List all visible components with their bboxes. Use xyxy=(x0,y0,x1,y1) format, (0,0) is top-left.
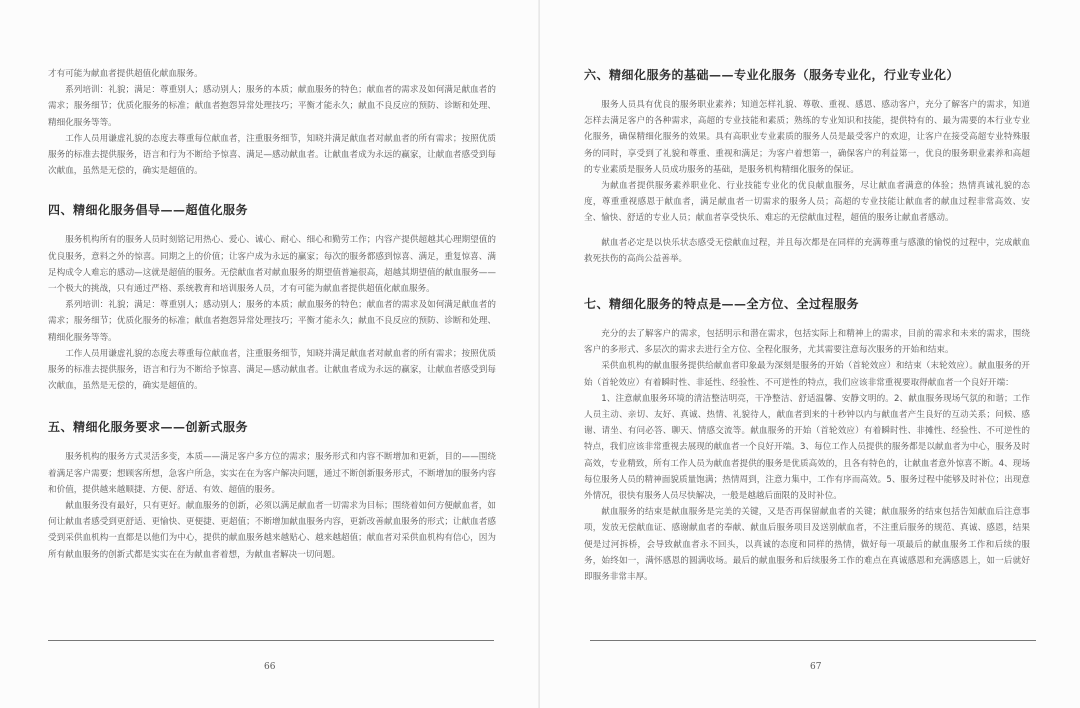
paragraph: 才有可能为献血者提供超值化献血服务。 xyxy=(48,69,203,79)
paragraph: 采供血机构的献血服务提供给献血者印象最为深刻是服务的开始（首轮效应）和结束（末轮效应）。献血服务的开始（首轮效应）有着瞬时性、非延性、经验性、不可逆性的特点，我们应该非常重视要取得献血者一个良好开端： xyxy=(584,361,1030,388)
paragraph: 工作人员用谦虚礼貌的态度去尊重每位献血者，注重服务细节，知晓并满足献血者对献血者的所有需求；按照优质服务的标准去提供服务，语言和行为不断给予惊喜、满足—感动献血者。让献血者成为永远的赢家，让献血者感受到每次献血，虽然是无偿的，确实是超值的。 xyxy=(48,133,496,177)
paragraph: 服务机构所有的服务人员时刻铭记用热心、爱心、诚心、耐心、细心和勤劳工作；内容产提供超越其心理期望值的优良服务，意料之外的惊喜。同期之上的价值；让客户成为永远的赢家；每次的服务都感到惊喜、满足，重复惊喜、满足构成令人难忘的感动—这就是超值的服务。无偿献血者对献血服务的期望值普遍很高，超越其期望值的献血服务——一个极大的挑战，只有通过严格、系统教育和培训服务人员，才有可能为献血者提供超值化献血服务。 xyxy=(48,235,496,295)
right-page-body xyxy=(584,66,1030,585)
paragraph: 为献血者提供服务素养职业化、行业技能专业化的优良献血服务，尽让献血者满意的体验；热情真诚礼貌的态度，尊重重视感恩于献血者，满足献血者一切需求的服务人员；高超的专业技能让献血者的献血过程非常高效、安全、愉快、舒适的专业人员；献血者享受快乐、难忘的无偿献血过程，超值的服务让献血者感动。 xyxy=(584,181,1030,224)
section-heading-5: 五、精细化服务要求——创新式服务 xyxy=(48,420,249,435)
paragraph: 系列培训：礼貌；满足：尊重别人；感动别人；服务的本质；献血服务的特色；献血者的需求及如何满足献血者的需求；服务细节；优质化服务的标准；献血者抱怨异常处理技巧；平衡才能永久；献血不良反应的预防、诊断和处理、精细化服务等等。 xyxy=(48,300,496,343)
paragraph: 系列培训：礼貌；满足：尊重别人；感动别人；服务的本质；献血服务的特色；献血者的需求及如何满足献血者的需求；服务细节；优质化服务的标准；献血者抱怨异常处理技巧；平衡才能永久；献血不良反应的预防、诊断和处理、精细化服务等等。 xyxy=(48,85,496,128)
footer-rule xyxy=(48,640,494,641)
section-heading-6: 六、精细化服务的基础——专业化服务（服务专业化，行业专业化） xyxy=(584,68,960,82)
paragraph: 献血服务没有最好，只有更好。献血服务的创新，必须以满足献血者一切需求为目标；围绕着如何方便献血者，如何让献血者感受到更舒适、更愉快、更便捷、更超值；不断增加献血服务内容，更新改善献血服务的形式；让献血者感受到采供血机构一直都是以他们为中心，提供的献血服务越来越贴心、越来越超值；献血者对采供血机构有信心，因为所有献血服务的创新式都是实实在在为献血者着想，为献血者解决一切问题。 xyxy=(48,501,496,560)
paragraph: 充分的去了解客户的需求，包括明示和潜在需求，包括实际上和精神上的需求，目前的需求和未来的需求，围绕客户的多形式、多层次的需求去进行全方位、全程化服务，尤其需要注意每次服务的开始和结束。 xyxy=(584,329,1030,356)
paragraph: 工作人员用谦虚礼貌的态度去尊重每位献血者，注重服务细节，知晓并满足献血者对献血者的所有需求；按照优质服务的标准去提供服务，语言和行为不断给予惊喜、满足—感动献血者。让献血者成为永远的赢家，让献血者感受到每次献血，虽然是无偿的，确实是超值的。 xyxy=(48,348,496,392)
paragraph: 1、注意献血服务环境的清洁整洁明亮，干净整洁、舒适温馨、安静文明的。2、献血服务现场气氛的和谐；工作人员主动、亲切、友好、真诚、热情、礼貌待人，献血者到来的十秒钟以内与献血者产生良好的互动关系；问候、感谢、请坐、有问必答、聊天、情感交流等。献血服务的开始（首轮效应）有着瞬时性、非摊性、经验性、不可逆性的特点，我们应该非常重视去展现的献血者一个良好开端。3、每位工作人员提供的服务都是以献血者为中心，服务及时高效，专业精致，所有工作人员为献血者提供的服务是优质高效的，且各有特色的，让献血者意外惊喜不断。4、现场每位服务人员的精神面貌质量饱满；热情周到，注意力集中，工作有序而高效。5、服务过程中能够及时补位；出现意外情况，很快有服务人员尽快解决，一般是越越后面限的及时补位。 xyxy=(584,393,1030,502)
paragraph: 服务机构的服务方式灵活多变，本质——满足客户多方位的需求；服务形式和内容不断增加和更新，目的——围绕着满足客户需要；想顾客所想，急客户所急，实实在在为客户解决问题，通过不断创新服务形式，不断增加的服务内容和价值，提供越来越顺捷、方便、舒适、有效、超值的服务。 xyxy=(48,452,496,495)
section-heading-7: 七、精细化服务的特点是——全方位、全过程服务 xyxy=(584,297,860,312)
left-page-body xyxy=(48,66,496,563)
page-number: 66 xyxy=(264,662,276,672)
section-heading-4: 四、精细化服务倡导——超值化服务 xyxy=(48,203,249,218)
paragraph: 献血者必定是以快乐状态感受无偿献血过程，并且每次都是在同样的充满尊重与感激的愉悦的过程中，完成献血救死扶伤的高尚公益善举。 xyxy=(584,237,1030,264)
footer-rule xyxy=(590,640,1036,641)
paragraph: 服务人员具有优良的服务职业素养；知道怎样礼貌、尊敬、重视、感恩、感动客户，充分了解客户的需求，知道怎样去满足客户的各种需求，高超的专业技能和素质；熟练的专业知识和技能，提供特有的、最为需要的本行业专业化服务，确保精细化服务的效果。具有高职业专业素质的服务人员是最受客户的欢迎，让客户在接受高超专业特殊服务的同时，享受到了礼貌和尊重、重视和满足；为客户着想第一，确保客户的利益第一，优良的服务职业素养和高超的专业素质是服务人员成功服务的基础，是服务机构精细化服务的保证。 xyxy=(584,100,1030,175)
right-page xyxy=(540,0,1080,708)
page-number: 67 xyxy=(810,662,822,672)
paragraph: 献血服务的结束是献血服务是完美的关键，又是否再保留献血者的关键；献血服务的结束包括告知献血后注意事项，发放无偿献血证、感谢献血者的奉献、献血后服务项目及送别献血者，不注重后服务的规范、真诚、感恩，结果便是过河拆桥，会导致献血者永不回头，以真诚的态度和同样的热情，做好每一项最后的献血服务工作和后续的服务，始终如一，满怀感恩的圆满收场。最后的献血服务和后续服务工作的难点在真诚感恩和充满感恩上，如一后就好即服务非常丰厚。 xyxy=(584,507,1030,583)
spacer xyxy=(584,227,1030,235)
